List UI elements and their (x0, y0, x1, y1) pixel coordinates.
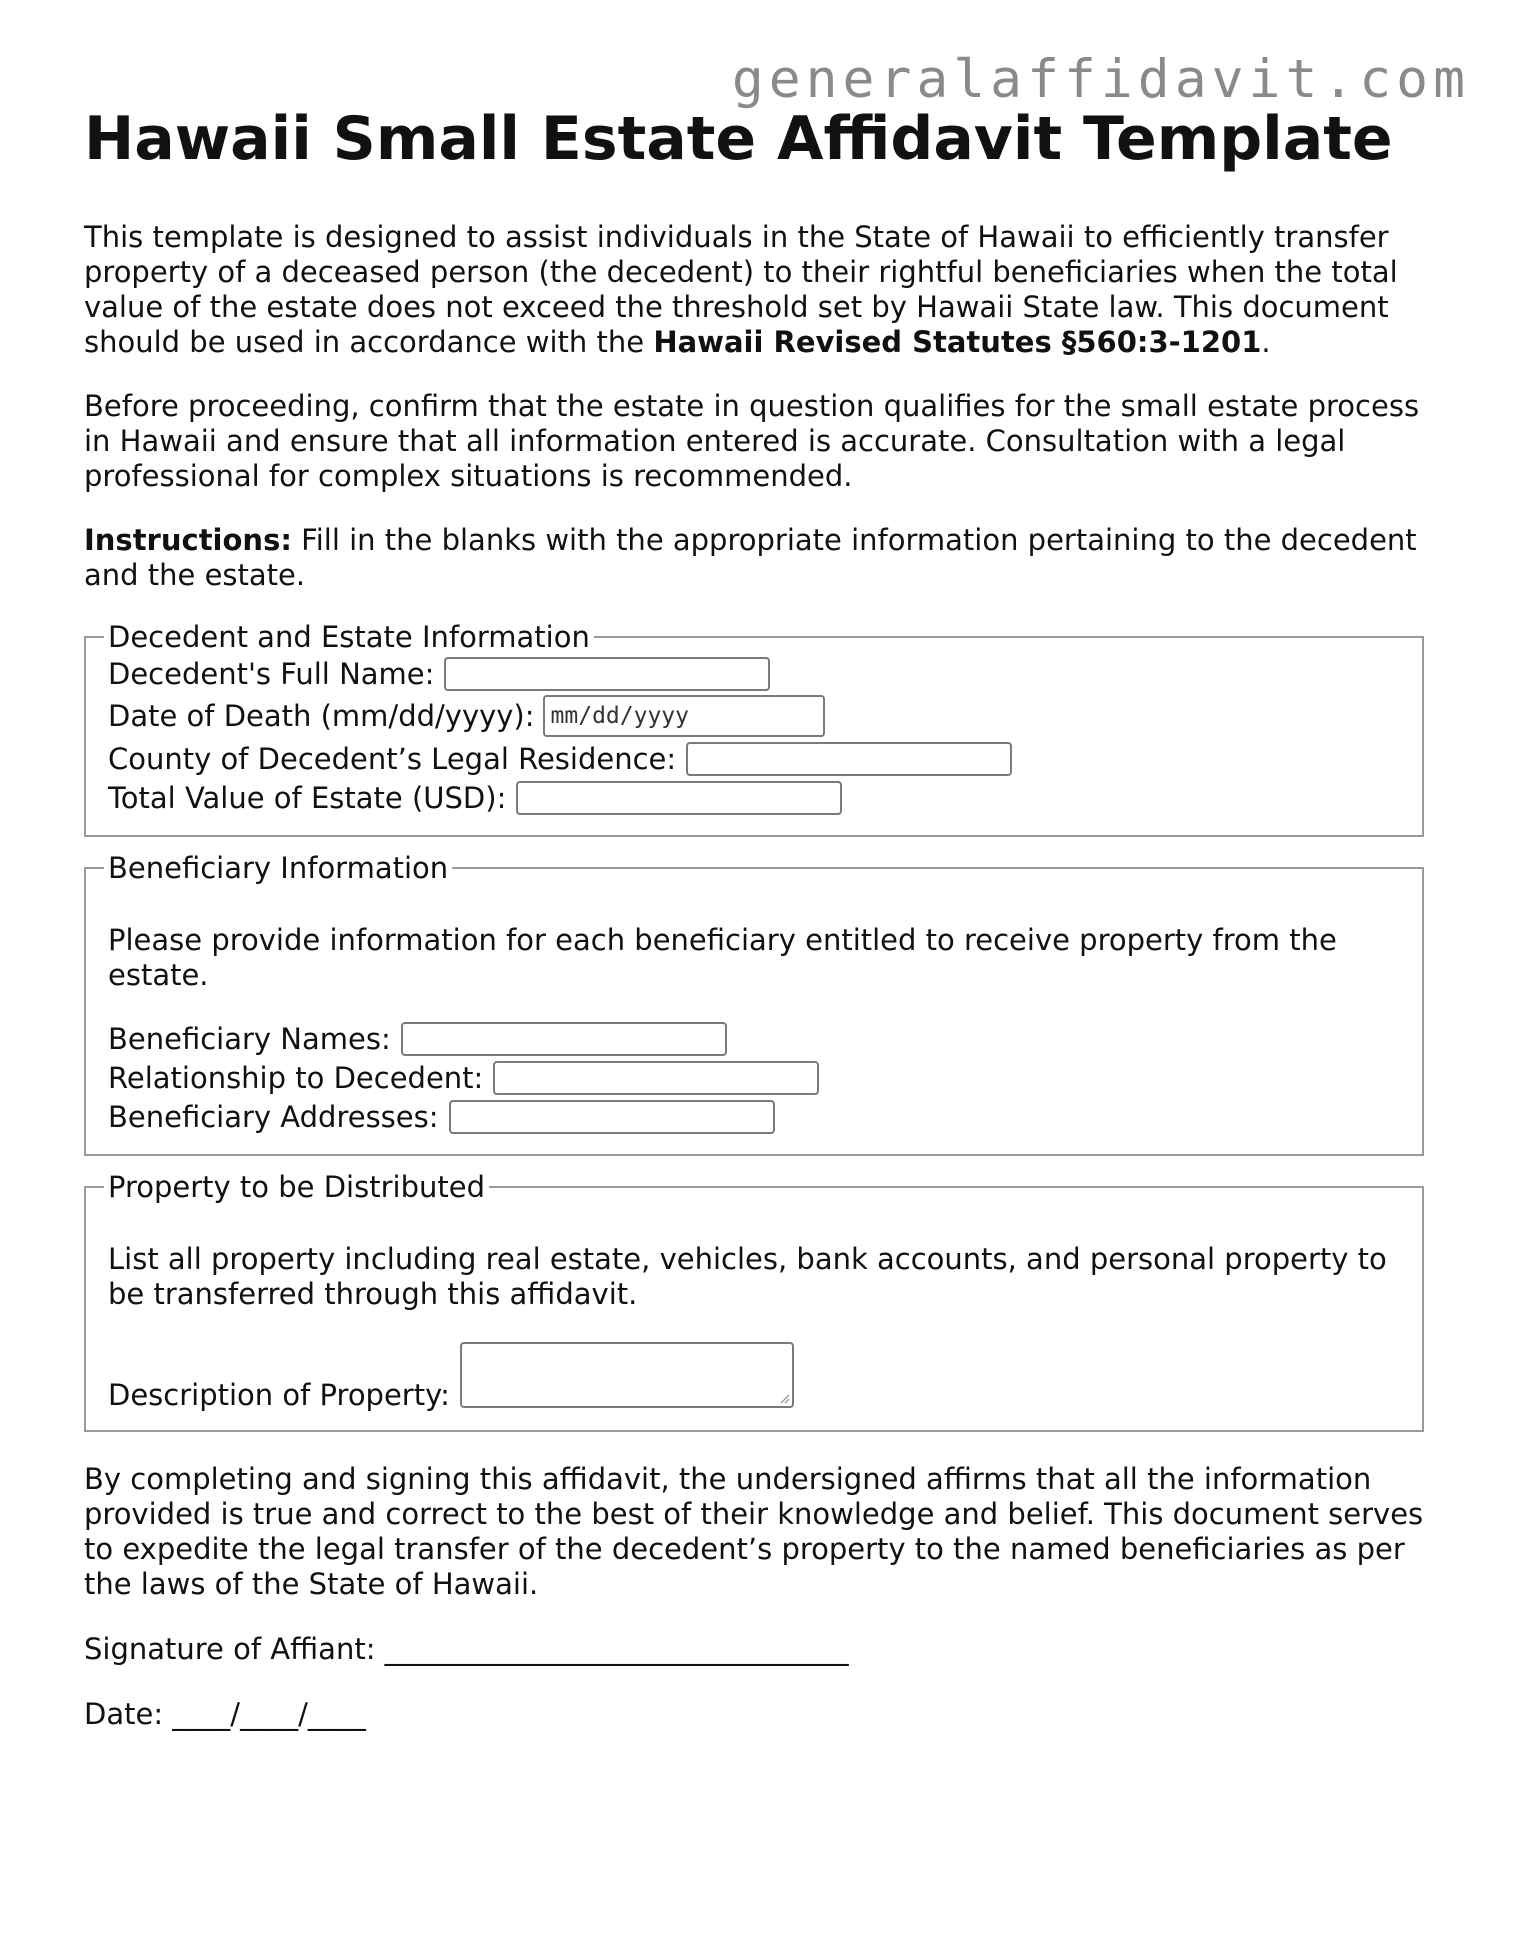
intro-period: . (1261, 325, 1271, 359)
affirmation-paragraph: By completing and signing this affidavit, the undersigned affirms that all the information provided is true and correct to the best of their knowledge and belief. This document serves to expedite the legal transfer of the decedent’s property to the named beneficiaries as per the laws of the State of Hawaii. (84, 1462, 1424, 1601)
beneficiary-addresses-row (108, 1097, 1398, 1136)
intro-text: This template is designed to assist individuals in the State of Hawaii to efficiently transfer property of a deceased person (the decedent) to their rightful beneficiaries when the total value of the estate does not exceed the threshold set by Hawaii State law. This document should be used in accordance with the (84, 220, 1398, 359)
relationship-input[interactable] (493, 1061, 819, 1095)
decedent-section (84, 620, 1424, 837)
relationship-label: Relationship to Decedent: (108, 1060, 484, 1095)
beneficiary-section (84, 851, 1424, 1156)
total-value-input[interactable] (516, 781, 842, 815)
property-section-legend: Property to be Distributed (108, 1170, 485, 1204)
beneficiary-section-legend: Beneficiary Information (108, 851, 449, 885)
county-label: County of Decedent’s Legal Residence: (108, 741, 677, 776)
date-line: Date: ____/____/____ (84, 1697, 366, 1731)
date-of-death-input[interactable]: mm/dd/yyyy (543, 695, 825, 737)
relationship-row (108, 1058, 1398, 1097)
beneficiary-addresses-label: Beneficiary Addresses: (108, 1099, 439, 1134)
beneficiary-description: Please provide information for each beneficiary entitled to receive property from the estate. (108, 923, 1337, 992)
county-input[interactable] (686, 742, 1012, 776)
full-name-row (108, 654, 1398, 693)
document-page (84, 104, 1424, 1732)
page-title: Hawaii Small Estate Affidavit Template (84, 104, 1393, 174)
signature-line: Signature of Affiant: ________________________________ (84, 1632, 849, 1666)
instructions-paragraph (84, 523, 1424, 593)
watermark: generalaffidavit.com (731, 49, 1470, 110)
property-description-row (108, 1342, 1398, 1412)
instructions-text: Fill in the blanks with the appropriate information pertaining to the decedent and the estate. (84, 523, 1417, 592)
beneficiary-addresses-input[interactable] (449, 1100, 775, 1134)
beneficiary-names-label: Beneficiary Names: (108, 1021, 391, 1056)
property-description-label: Description of Property: (108, 1378, 450, 1412)
statute-reference: Hawaii Revised Statutes §560:3-1201 (653, 325, 1262, 359)
instructions-label: Instructions: (84, 523, 292, 557)
full-name-label: Decedent's Full Name: (108, 656, 435, 691)
date-of-death-row (108, 693, 1398, 739)
intro-paragraph (84, 220, 1424, 360)
property-description-text: List all property including real estate, vehicles, bank accounts, and personal property to be transferred through this affidavit. (108, 1242, 1387, 1311)
total-value-row (108, 778, 1398, 817)
date-of-death-label: Date of Death (mm/dd/yyyy): (108, 699, 535, 733)
full-name-input[interactable] (444, 657, 770, 691)
decedent-section-legend: Decedent and Estate Information (108, 620, 590, 654)
property-section (84, 1170, 1424, 1432)
resize-grip-icon[interactable] (778, 1392, 790, 1404)
eligibility-paragraph: Before proceeding, confirm that the estate in question qualifies for the small estate process in Hawaii and ensure that all information entered is accurate. Consultation with a legal professional for complex situations is recommended. (84, 389, 1420, 493)
county-row (108, 739, 1398, 778)
beneficiary-names-row (108, 1019, 1398, 1058)
beneficiary-names-input[interactable] (401, 1022, 727, 1056)
total-value-label: Total Value of Estate (USD): (108, 780, 507, 815)
property-description-textarea[interactable] (460, 1342, 794, 1408)
